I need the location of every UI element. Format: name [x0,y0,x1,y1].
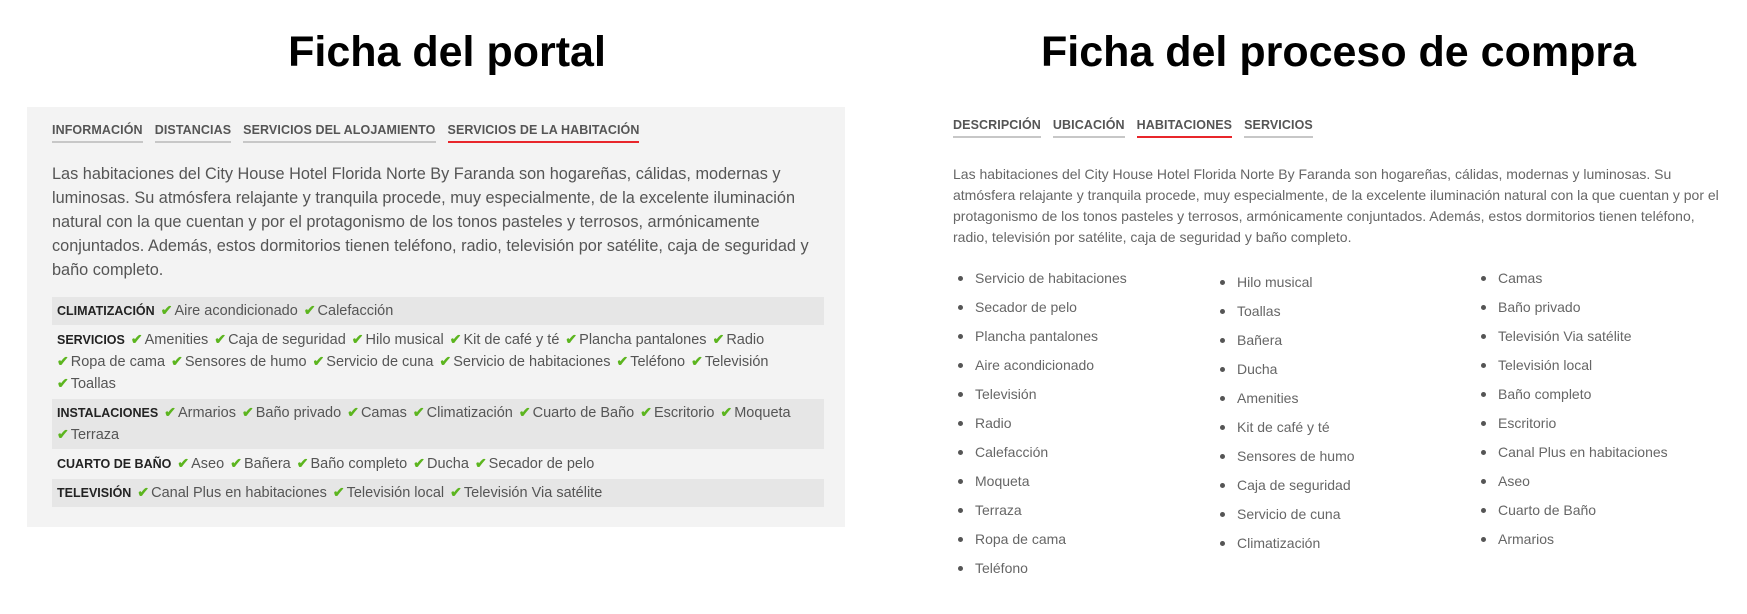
amenity-item [297,456,407,472]
amenity-item [57,376,116,392]
amenity-label: Sensores de humo [184,354,307,370]
list-item: Aire acondicionado [953,351,1127,380]
checkout-tabs [953,118,1325,138]
check-icon: ✔ [171,353,183,369]
amenity-label: Canal Plus en habitaciones [151,485,327,501]
list-item: Sensores de humo [1215,442,1355,471]
amenity-item [347,405,407,421]
amenity-category-name: CLIMATIZACIÓN [57,304,155,318]
check-icon: ✔ [518,404,531,420]
list-item: Climatización [1215,529,1355,558]
amenity-item [640,405,714,421]
check-icon: ✔ [412,404,425,420]
portal-description: Las habitaciones del City House Hotel Florida Norte By Faranda son hogareñas, cálidas, modernas y luminosas. Su atmósfera relajante y tranquila procede, muy especialmente, de la excelente iluminación natural con la que cuentan y por el protagonismo de los tonos pasteles y terrosos, armónicamente conjuntados. Además, estos dormitorios tienen teléfono, radio, televisión por satélite, caja de seguridad y baño completo. [52,165,809,279]
amenity-item [450,485,602,501]
tab-servicios-alojamiento[interactable]: SERVICIOS DEL ALOJAMIENTO [243,123,435,143]
list-item: Radio [953,409,1127,438]
check-icon: ✔ [57,375,69,391]
amenity-item [171,354,306,370]
list-item: Cuarto de Baño [1476,496,1668,525]
amenity-item [616,354,685,370]
amenity-label: Camas [360,405,407,421]
amenity-label: Bañera [243,456,291,472]
check-icon: ✔ [616,353,629,369]
check-icon: ✔ [164,404,176,420]
amenity-item [304,303,394,319]
amenity-label: Aire acondicionado [174,303,298,319]
amenity-item [691,354,768,370]
portal-tabs [52,123,651,143]
list-item: Armarios [1476,525,1668,554]
amenity-item [57,354,165,370]
amenities-column-2 [1215,268,1355,558]
list-item: Secador de pelo [953,293,1127,322]
list-item: Canal Plus en habitaciones [1476,438,1668,467]
checkout-title: Ficha del proceso de compra [1040,28,1636,76]
amenity-label: Aseo [191,456,225,472]
amenity-label: Hilo musical [365,332,444,348]
amenities-column-1 [953,264,1127,583]
amenity-category-row [52,479,824,507]
list-item: Servicio de habitaciones [953,264,1127,293]
tab-informacion[interactable]: INFORMACIÓN [52,123,143,143]
amenity-label: Caja de seguridad [228,332,346,348]
amenity-item [450,332,560,348]
amenity-label: Kit de café y té [463,332,560,348]
amenity-item [475,456,594,472]
check-icon: ✔ [130,331,143,347]
check-icon: ✔ [312,353,325,369]
check-icon: ✔ [351,331,364,347]
portal-title: Ficha del portal [288,28,606,76]
check-icon: ✔ [347,404,359,420]
amenity-category-name: TELEVISIÓN [57,486,132,500]
amenity-item [440,354,611,370]
check-icon: ✔ [57,353,69,369]
amenity-item [413,405,513,421]
amenity-label: Radio [726,332,765,348]
list-item: Terraza [953,496,1127,525]
list-item: Teléfono [953,554,1127,583]
tab-servicios-habitacion[interactable]: SERVICIOS DE LA HABITACIÓN [448,123,640,143]
list-item: Camas [1476,264,1668,293]
amenity-label: Ropa de cama [70,354,166,370]
list-item: Servicio de cuna [1215,500,1355,529]
list-item: Bañera [1215,326,1355,355]
check-icon: ✔ [413,455,425,471]
check-icon: ✔ [214,331,227,347]
amenity-label: Escritorio [653,405,715,421]
list-item: Plancha pantalones [953,322,1127,351]
list-item: Baño completo [1476,380,1668,409]
list-item: Televisión [953,380,1127,409]
amenity-category-row [52,399,824,449]
list-item: Calefacción [953,438,1127,467]
amenity-label: Climatización [426,405,513,421]
list-item: Kit de café y té [1215,413,1355,442]
check-icon: ✔ [450,484,462,500]
amenity-item [413,456,469,472]
check-icon: ✔ [57,426,69,442]
amenity-label: Armarios [177,405,236,421]
amenity-label: Televisión Via satélite [463,485,603,501]
check-icon: ✔ [332,484,345,500]
amenity-label: Televisión local [346,485,445,501]
amenity-item [57,427,119,443]
amenity-label: Toallas [70,376,116,392]
check-icon: ✔ [565,331,578,347]
amenity-label: Teléfono [630,354,686,370]
amenity-category-row [52,450,824,478]
check-icon: ✔ [720,404,733,420]
amenity-item [713,332,765,348]
amenity-label: Secador de pelo [488,456,595,472]
amenity-item [137,485,326,501]
amenity-item [230,456,291,472]
list-item: Caja de seguridad [1215,471,1355,500]
amenity-item [177,456,224,472]
checkout-description: Las habitaciones del City House Hotel Florida Norte By Faranda son hogareñas, cálidas, modernas y luminosas. Su atmósfera relajante y tranquila procede, muy especialmente, de la excelente iluminación natural con la que cuentan y por el protagonismo de los tonos pasteles y terrosos, armónicamente conjuntados. Además, estos dormitorios tienen teléfono, radio, televisión por satélite, caja de seguridad y baño completo. [953,166,1719,245]
amenity-item [313,354,434,370]
amenity-label: Servicio de habitaciones [453,354,611,370]
amenity-item [352,332,444,348]
tab-servicios[interactable]: SERVICIOS [1244,118,1313,138]
check-icon: ✔ [160,302,173,318]
portal-panel [27,107,845,527]
amenity-category-row [52,326,824,398]
amenity-label: Ducha [426,456,469,472]
check-icon: ✔ [241,404,254,420]
amenity-label: Terraza [70,427,120,443]
check-icon: ✔ [712,331,725,347]
check-icon: ✔ [691,353,703,369]
amenities-column-3 [1476,264,1668,554]
amenity-label: Moqueta [734,405,791,421]
check-icon: ✔ [137,484,150,500]
amenity-label: Baño completo [310,456,408,472]
amenity-item [131,332,208,348]
amenity-label: Amenities [144,332,209,348]
list-item: Televisión Via satélite [1476,322,1668,351]
check-icon: ✔ [640,404,652,420]
amenity-item [519,405,634,421]
list-item: Hilo musical [1215,268,1355,297]
check-icon: ✔ [230,455,242,471]
amenity-category-row [52,297,824,325]
tab-distancias[interactable]: DISTANCIAS [155,123,231,143]
check-icon: ✔ [449,331,462,347]
list-item: Ropa de cama [953,525,1127,554]
list-item: Escritorio [1476,409,1668,438]
amenity-label: Baño privado [255,405,342,421]
list-item: Televisión local [1476,351,1668,380]
amenity-category-name: CUARTO DE BAÑO [57,457,172,471]
amenity-item [161,303,298,319]
amenity-item [333,485,444,501]
amenity-label: Calefacción [317,303,394,319]
list-item: Ducha [1215,355,1355,384]
list-item: Baño privado [1476,293,1668,322]
check-icon: ✔ [296,455,309,471]
check-icon: ✔ [177,455,190,471]
amenity-label: Servicio de cuna [326,354,434,370]
amenity-label: Plancha pantalones [579,332,707,348]
amenity-category-name: SERVICIOS [57,333,125,347]
check-icon: ✔ [303,302,316,318]
amenity-item [214,332,345,348]
list-item: Amenities [1215,384,1355,413]
amenity-category-name: INSTALACIONES [57,406,159,420]
amenity-label: Cuarto de Baño [532,405,635,421]
amenity-item [565,332,706,348]
list-item: Aseo [1476,467,1668,496]
amenity-label: Televisión [704,354,769,370]
tab-ubicacion[interactable]: UBICACIÓN [1053,118,1125,138]
list-item: Moqueta [953,467,1127,496]
amenity-item [720,405,790,421]
room-amenities-table [52,297,824,508]
check-icon: ✔ [474,455,487,471]
amenity-item [242,405,341,421]
list-item: Toallas [1215,297,1355,326]
amenity-item [164,405,236,421]
check-icon: ✔ [439,353,452,369]
tab-descripcion[interactable]: DESCRIPCIÓN [953,118,1041,138]
tab-habitaciones[interactable]: HABITACIONES [1137,118,1232,138]
